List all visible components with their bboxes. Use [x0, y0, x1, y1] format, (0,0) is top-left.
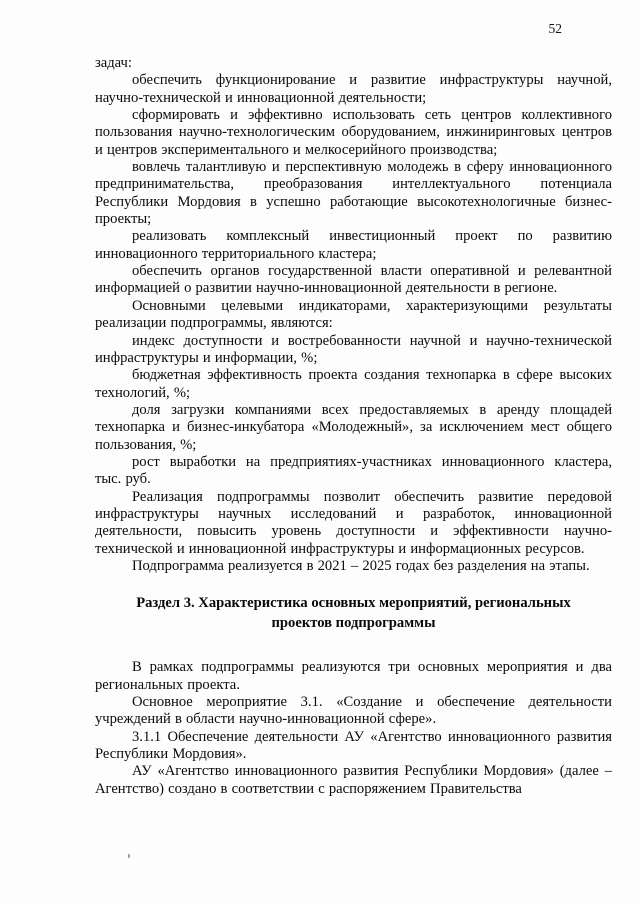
paragraph: задач: — [95, 55, 132, 71]
paragraph: индекс доступности и востребованности научной и научно-технической инфраструктуры и информации, %; — [95, 332, 612, 366]
section-heading: Раздел 3. Характеристика основных мероприятий, региональных проектов подпрограммы — [136, 595, 571, 632]
paragraph: 3.1.1 Обеспечение деятельности АУ «Агентство инновационного развития Республики Мордовия». — [95, 728, 612, 763]
paragraph: Реализация подпрограммы позволит обеспечить развитие передовой инфраструктуры научных исследований и разработок, инновационной деятельности, повысить уровень доступности и эффективности научно-технической и инновационной инфраструктуры и информационных ресурсов. — [95, 488, 612, 557]
paragraph: доля загрузки компаниями всех предоставляемых в аренду площадей технопарка и бизнес-инкубатора «Молодежный», за исключением мест общего пользования, %; — [95, 401, 612, 453]
document-body — [95, 55, 612, 798]
page-number: 52 — [548, 21, 562, 36]
paragraph: АУ «Агентство инновационного развития Республики Мордовия» (далее – Агентство) создано в соответствии с распоряжением Правительства — [95, 763, 612, 797]
paragraph: Основными целевыми индикаторами, характеризующими результаты реализации подпрограммы, являются: — [95, 297, 612, 332]
paragraph: рост выработки на предприятиях-участниках инновационного кластера, тыс. руб. — [95, 453, 612, 488]
paragraph: бюджетная эффективность проекта создания технопарка в сфере высоких технологий, %; — [95, 367, 612, 401]
paragraph: обеспечить функционирование и развитие инфраструктуры научной, научно-технической и инновационной деятельности; — [95, 72, 612, 106]
paragraph: В рамках подпрограммы реализуются три основных мероприятия и два региональных проекта. — [95, 659, 612, 693]
paragraph: вовлечь талантливую и перспективную молодежь в сферу инновационного предпринимательства, преобразования интеллектуального потенциала Республики Мордовия в успешно работающие высокотехнологичные бизнес-проекты; — [95, 159, 612, 228]
paragraph: Основное мероприятие 3.1. «Создание и обеспечение деятельности учреждений в области научно-инновационной сфере». — [95, 694, 612, 728]
paragraph: сформировать и эффективно использовать сеть центров коллективного пользования научно-технологическим оборудованием, инжиниринговых центров и центров экспериментального и мелкосерийного производства; — [95, 107, 612, 158]
paragraph: реализовать комплексный инвестиционный проект по развитию инновационного территориального кластера; — [95, 228, 612, 262]
scan-artifact-dot — [128, 854, 130, 858]
paragraph: Подпрограмма реализуется в 2021 – 2025 годах без разделения на этапы. — [132, 557, 590, 574]
paragraph: обеспечить органов государственной власти оперативной и релевантной информацией о развитии научно-инновационной деятельности в регионе. — [95, 263, 612, 297]
